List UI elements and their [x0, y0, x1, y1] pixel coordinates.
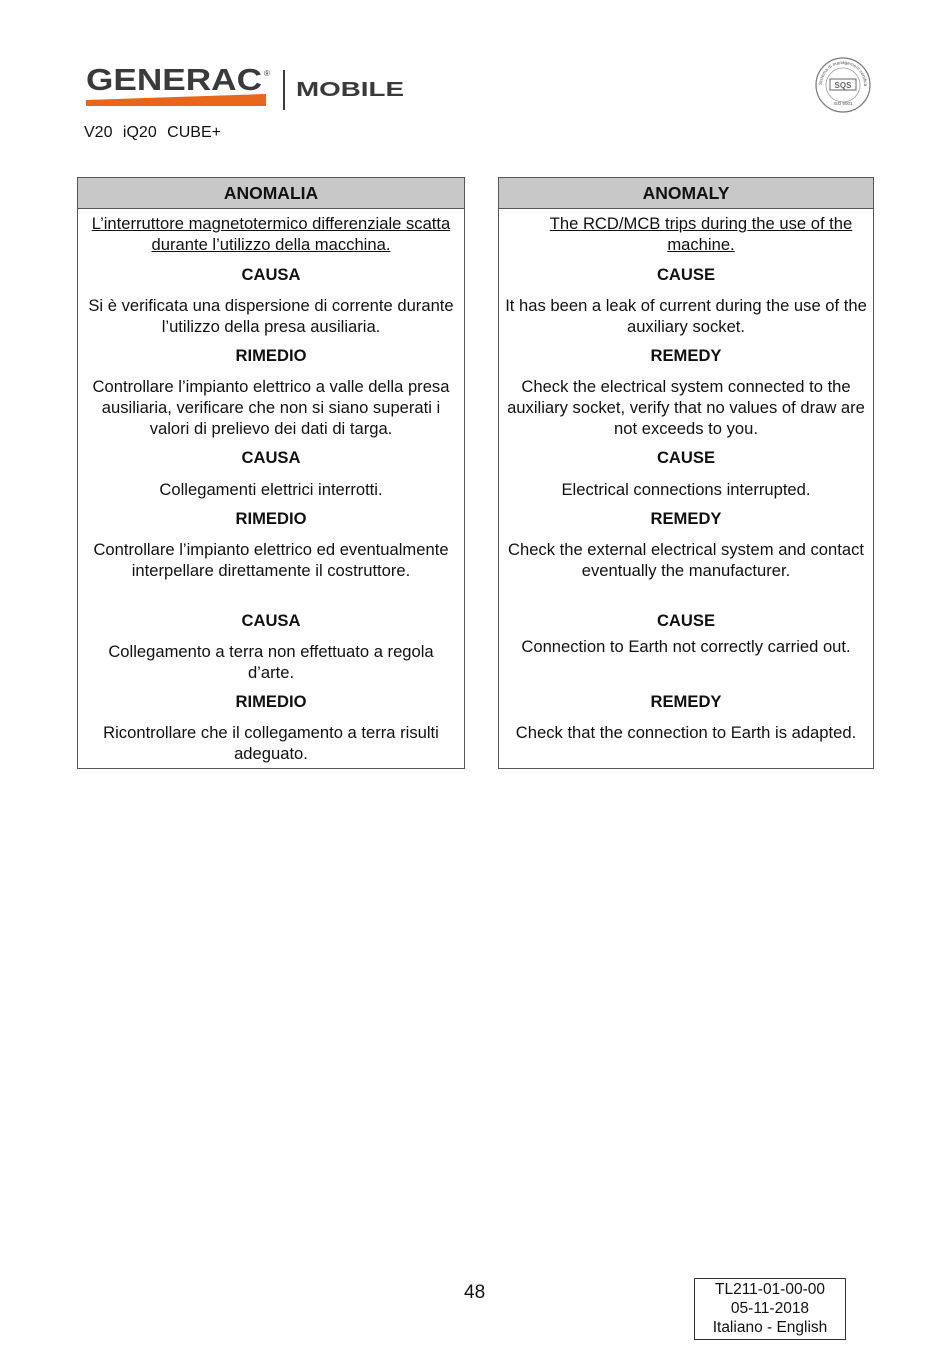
italian-header: ANOMALIA — [78, 178, 464, 209]
italian-remedy-3-text: Ricontrollare che il collegamento a terra risulti adeguato. — [103, 723, 439, 763]
italian-cause-1-text: Si è verificata una dispersione di corrente durante l’utilizzo della presa ausiliaria. — [88, 296, 454, 336]
italian-anomaly: L’interruttore magnetotermico differenziale scatta durante l’utilizzo della macchina. — [91, 214, 451, 254]
english-cause-3-text: Connection to Earth not correctly carried out. — [521, 637, 851, 656]
document-languages: Italiano - English — [712, 1319, 828, 1336]
english-remedy-2-text: Check the external electrical system and contact eventually the manufacturer. — [507, 540, 864, 580]
english-remedy-2-label: REMEDY — [650, 509, 722, 528]
english-remedy-1-label: REMEDY — [650, 346, 722, 365]
seal-ring-text: Sistema di management certifica — [817, 59, 869, 87]
italian-remedy-2-text: Controllare l’impianto elettrico ed eventualmente interpellare direttamente il costruttore. — [93, 540, 449, 580]
certification-seal — [814, 56, 872, 114]
italian-cause-2-label: CAUSA — [241, 448, 301, 467]
english-cause-2-label: CAUSE — [656, 448, 716, 467]
english-cause-1-label: CAUSE — [656, 265, 716, 284]
italian-remedy-1-label: RIMEDIO — [235, 346, 307, 365]
english-remedy-3-text: Check that the connection to Earth is adapted. — [515, 723, 857, 742]
page-number: 48 — [464, 1282, 486, 1303]
english-remedy-3-label: REMEDY — [650, 692, 722, 711]
division-wordmark: MOBILE — [296, 79, 404, 101]
italian-cause-3-label: CAUSA — [241, 611, 301, 630]
generac-mobile-logo — [86, 64, 408, 114]
registered-mark: ® — [264, 69, 270, 78]
english-remedy-1-text: Check the electrical system connected to the auxiliary socket, verify that no values of draw are not exceeds to you. — [507, 377, 865, 438]
english-cause-3-label: CAUSE — [656, 611, 716, 630]
document-reference-box — [694, 1278, 846, 1340]
english-header: ANOMALY — [499, 178, 873, 209]
seal-mark: SQS — [834, 81, 852, 90]
english-cause-2-text: Electrical connections interrupted. — [561, 480, 811, 499]
italian-troubleshooting-box — [77, 177, 465, 769]
english-troubleshooting-box — [498, 177, 874, 769]
seal-standard: ISO 9001 — [833, 101, 853, 106]
english-cause-1-text: It has been a leak of current during the use of the auxiliary socket. — [505, 296, 867, 336]
italian-cause-2-text: Collegamenti elettrici interrotti. — [159, 480, 383, 499]
brand-wordmark: GENERAC — [86, 64, 262, 97]
document-date: 05-11-2018 — [730, 1300, 810, 1317]
english-anomaly: The RCD/MCB trips during the use of the machine. — [549, 214, 853, 254]
italian-remedy-1-text: Controllare l’impianto elettrico a valle della presa ausiliaria, verificare che non si siano superati i valori di prelievo dei dati di targa. — [92, 377, 450, 438]
italian-cause-1-label: CAUSA — [241, 265, 301, 284]
document-code: TL211-01-00-00 — [714, 1281, 825, 1298]
italian-remedy-3-label: RIMEDIO — [235, 692, 307, 711]
italian-remedy-2-label: RIMEDIO — [235, 509, 307, 528]
model-list: V20 iQ20 CUBE+ — [84, 124, 221, 141]
logo-divider — [283, 70, 285, 110]
italian-cause-3-text: Collegamento a terra non effettuato a regola d’arte. — [108, 642, 434, 682]
